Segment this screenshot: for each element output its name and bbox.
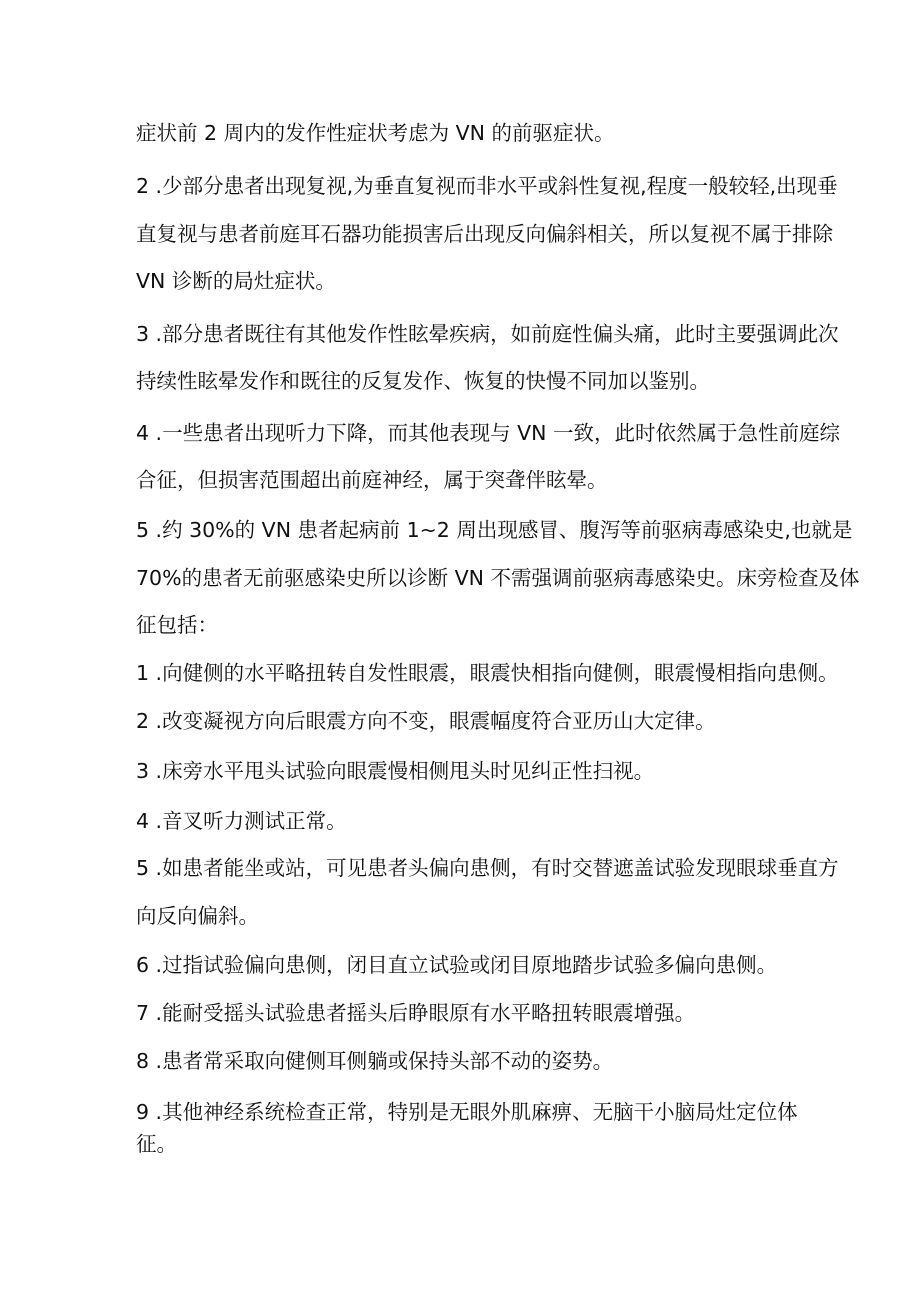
text-line: 合征，但损害范围超出前庭神经，属于突聋伴眩晕。: [136, 468, 608, 492]
text-line: 症状前 2 周内的发作性症状考虑为 VN 的前驱症状。: [136, 121, 615, 145]
text-line: 8 .患者常采取向健侧耳侧躺或保持头部不动的姿势。: [136, 1049, 614, 1073]
text-line: 1 .向健侧的水平略扭转自发性眼震，眼震快相指向健侧，眼震慢相指向患侧。: [136, 661, 839, 685]
text-line: 6 .过指试验偏向患侧，闭目直立试验或闭目原地踏步试验多偏向患侧。: [136, 953, 778, 977]
text-line: 7 .能耐受摇头试验患者摇头后睁眼原有水平略扭转眼震增强。: [136, 1001, 696, 1025]
text-line: 征。: [136, 1132, 177, 1156]
text-line: 征包括：: [136, 613, 218, 637]
text-line: VN 诊断的局灶症状。: [136, 269, 336, 293]
text-line: 5 .约 30%的 VN 患者起病前 1~2 周出现感冒、腹泻等前驱病毒感染史,也就是: [136, 518, 853, 542]
text-line: 持续性眩晕发作和既往的反复发作、恢复的快慢不同加以鉴别。: [136, 369, 710, 393]
text-line: 4 .音叉听力测试正常。: [136, 809, 347, 833]
text-line: 4 .一些患者出现听力下降，而其他表现与 VN 一致，此时依然属于急性前庭综: [136, 421, 840, 445]
text-line: 向反向偏斜。: [136, 904, 259, 928]
text-line: 3 .部分患者既往有其他发作性眩晕疾病，如前庭性偏头痛，此时主要强调此次: [136, 322, 839, 346]
text-line: 2 .改变凝视方向后眼震方向不变，眼震幅度符合亚历山大定律。: [136, 709, 716, 733]
text-line: 9 .其他神经系统检查正常，特别是无眼外肌麻痹、无脑干小脑局灶定位体: [136, 1100, 798, 1124]
text-line: 70%的患者无前驱感染史所以诊断 VN 不需强调前驱病毒感染史。床旁检查及体: [136, 566, 860, 590]
text-line: 2 .少部分患者出现复视,为垂直复视而非水平或斜性复视,程度一般较轻,出现垂: [136, 174, 838, 198]
text-line: 3 .床旁水平甩头试验向眼震慢相侧甩头时见纠正性扫视。: [136, 759, 655, 783]
text-line: 5 .如患者能坐或站，可见患者头偏向患侧，有时交替遮盖试验发现眼球垂直方: [136, 856, 839, 880]
text-line: 直复视与患者前庭耳石器功能损害后出现反向偏斜相关，所以复视不属于排除: [136, 222, 833, 246]
